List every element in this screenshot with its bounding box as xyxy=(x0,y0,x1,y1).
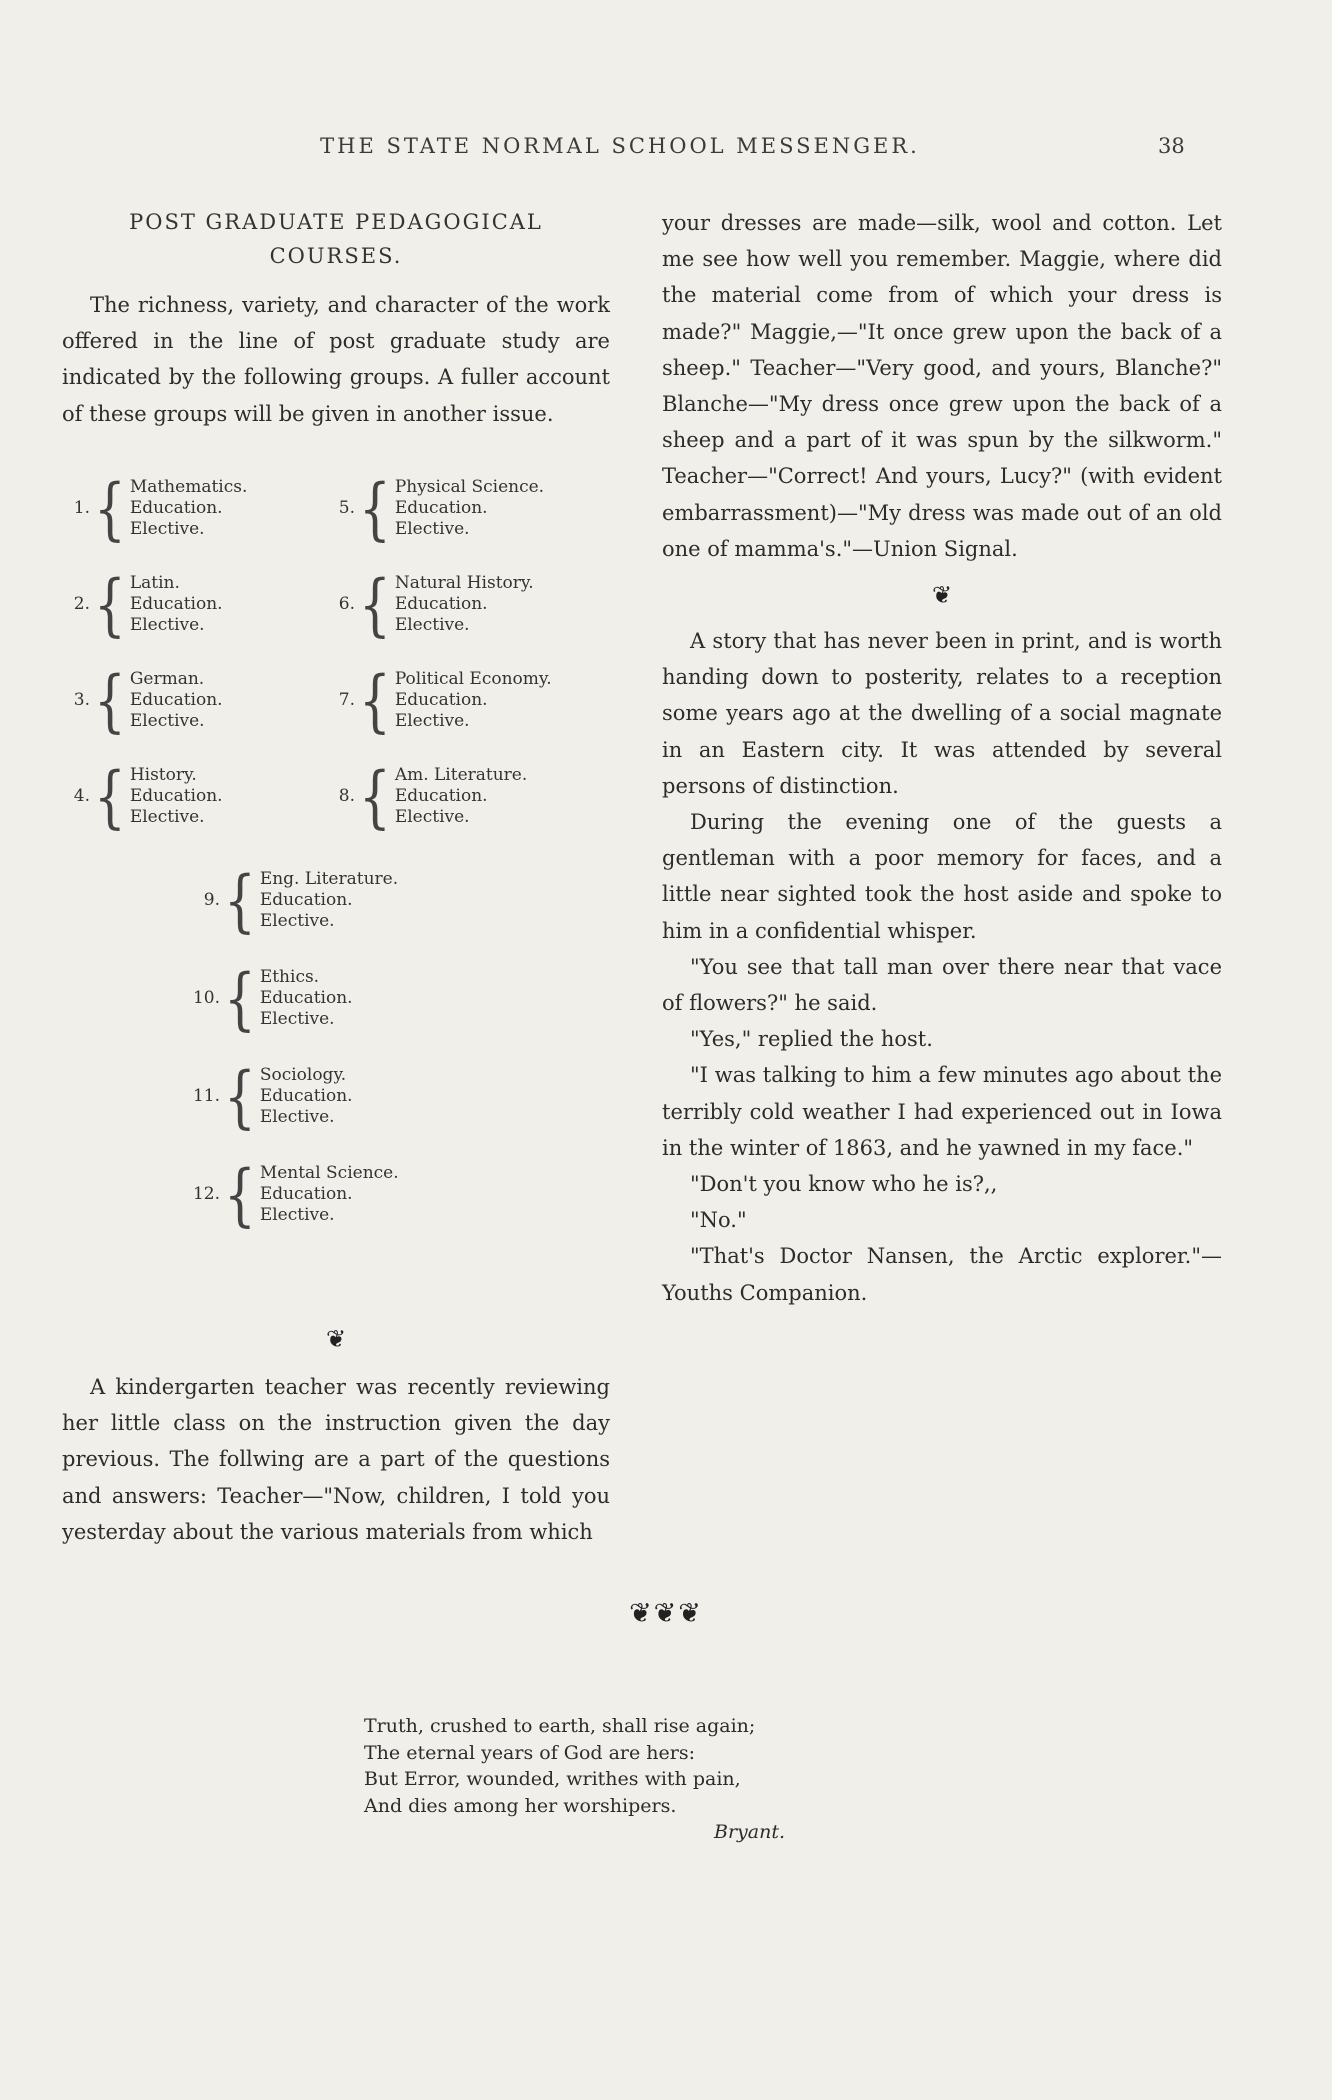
page-number: 38 xyxy=(1158,134,1185,158)
brace-icon: { xyxy=(224,861,256,940)
ornament-icon: ❦ xyxy=(325,1325,347,1353)
course-number: 8. xyxy=(338,786,355,806)
brace-icon: { xyxy=(359,565,391,644)
course-item: Education. xyxy=(394,594,488,614)
story-paragraph: "Don't you know who he is?,, xyxy=(690,1172,998,1197)
ornament-icon: ❦ xyxy=(931,581,953,610)
course-item: Education. xyxy=(129,498,223,518)
course-item: Eng. Literature. xyxy=(259,869,399,889)
poem-author: Bryant. xyxy=(714,1821,786,1843)
course-group-11 xyxy=(192,1057,353,1136)
course-item: Elective. xyxy=(129,615,205,635)
course-item: Elective. xyxy=(394,711,470,731)
poem-line: Truth, crushed to earth, shall rise again; xyxy=(364,1715,756,1737)
course-item: Physical Science. xyxy=(394,477,545,497)
course-group-9 xyxy=(192,861,399,940)
poem xyxy=(364,1713,924,1845)
story-paragraph: "That's Doctor Nansen, the Arctic explorer."—Youths Companion. xyxy=(662,1244,1222,1305)
course-item: Elective. xyxy=(259,1205,335,1225)
course-item: Ethics. xyxy=(259,967,320,987)
course-item: Education. xyxy=(129,594,223,614)
brace-icon: { xyxy=(359,469,391,548)
story-paragraph: During the evening one of the guests a gentleman with a poor memory for faces, and a little near sighted took the host aside and spoke to him in a confidential whisper. xyxy=(662,810,1222,943)
course-group-7 xyxy=(327,661,552,740)
brace-icon: { xyxy=(224,1057,256,1136)
course-item: Elective. xyxy=(394,807,470,827)
course-item: Political Economy. xyxy=(394,669,552,689)
brace-icon: { xyxy=(94,565,126,644)
poem-line: But Error, wounded, writhes with pain, xyxy=(364,1768,741,1790)
section-title-line-2: COURSES. xyxy=(269,244,403,268)
course-item: Mental Science. xyxy=(259,1163,399,1183)
course-number: 5. xyxy=(338,498,355,518)
course-group-10 xyxy=(192,959,353,1038)
brace-icon: { xyxy=(94,757,126,836)
kindergarten-story xyxy=(62,1317,610,1550)
intro-paragraph: The richness, variety, and character of the work offered in the line of post graduate study are indicated by the following groups. A fuller account of these groups will be given in another issue. xyxy=(62,293,610,426)
course-item: Education. xyxy=(394,690,488,710)
course-item: Latin. xyxy=(129,573,180,593)
course-item: Natural History. xyxy=(394,573,534,593)
course-number: 3. xyxy=(73,690,90,710)
brace-icon: { xyxy=(359,661,391,740)
course-number: 10. xyxy=(192,988,220,1008)
story-paragraph: "I was talking to him a few minutes ago about the terribly cold weather I had experienced out in Iowa in the winter of 1863, and he yawned in my face." xyxy=(662,1063,1222,1160)
brace-icon: { xyxy=(224,959,256,1038)
course-group-8 xyxy=(327,757,528,836)
left-column xyxy=(62,205,610,1544)
course-group-1 xyxy=(62,469,248,548)
course-group-12 xyxy=(192,1155,399,1234)
brace-icon: { xyxy=(94,661,126,740)
course-item: Elective. xyxy=(259,911,335,931)
course-item: Education. xyxy=(129,690,223,710)
course-item: Elective. xyxy=(394,615,470,635)
story-paragraph: "No." xyxy=(690,1208,747,1233)
course-item: Education. xyxy=(129,786,223,806)
course-number: 7. xyxy=(338,690,355,710)
course-number: 1. xyxy=(73,498,90,518)
course-number: 6. xyxy=(338,594,355,614)
brace-icon: { xyxy=(94,469,126,548)
course-item: Education. xyxy=(259,988,353,1008)
story-paragraph: "Yes," replied the host. xyxy=(690,1027,933,1052)
course-item: Elective. xyxy=(394,519,470,539)
brace-icon: { xyxy=(224,1155,256,1234)
course-group-4 xyxy=(62,757,223,836)
course-item: Education. xyxy=(259,1184,353,1204)
course-item: Elective. xyxy=(259,1009,335,1029)
course-item: History. xyxy=(129,765,197,785)
course-item: Education. xyxy=(259,1086,353,1106)
course-number: 4. xyxy=(73,786,90,806)
course-item: German. xyxy=(129,669,205,689)
course-number: 2. xyxy=(73,594,90,614)
course-group-2 xyxy=(62,565,223,644)
course-number: 9. xyxy=(203,890,220,910)
course-item: Elective. xyxy=(129,711,205,731)
course-group-3 xyxy=(62,661,223,740)
course-group-5 xyxy=(327,469,545,548)
section-title-line-1: POST GRADUATE PEDAGOGICAL xyxy=(129,210,543,234)
course-item: Education. xyxy=(259,890,353,910)
running-head: THE STATE NORMAL SCHOOL MESSENGER. xyxy=(320,134,920,158)
course-item: Education. xyxy=(394,786,488,806)
brace-icon: { xyxy=(359,757,391,836)
course-item: Elective. xyxy=(129,807,205,827)
course-item: Am. Literature. xyxy=(394,765,528,785)
course-list xyxy=(62,469,610,1267)
ornament-row-icon: ❦❦❦ xyxy=(629,1598,703,1629)
course-item: Elective. xyxy=(129,519,205,539)
course-item: Sociology. xyxy=(259,1065,347,1085)
course-group-6 xyxy=(327,565,534,644)
section-title xyxy=(62,205,610,273)
right-column xyxy=(662,205,1222,1311)
kindergarten-continued-paragraph: your dresses are made—silk, wool and cotton. Let me see how well you remember. Maggie, where did the material come from of which your dress is made?" Maggie,—"It once grew upon the back of a sheep." Teacher—"Very good, and yours, Blanche?" Blanche—"My dress once grew upon the back of a sheep and a part of it was spun by the silkworm." Teacher—"Correct! And yours, Lucy?" (with evident embarrassment)—"My dress was made out of an old one of mamma's."—Union Signal. xyxy=(662,211,1222,561)
course-number: 12. xyxy=(192,1184,220,1204)
poem-line: And dies among her worshipers. xyxy=(364,1794,677,1817)
kindergarten-paragraph: A kindergarten teacher was recently reviewing her little class on the instruction given the day previous. The follwing are a part of the questions and answers: Teacher—"Now, children, I told you yesterday about the various materials from which xyxy=(62,1375,610,1544)
course-item: Education. xyxy=(394,498,488,518)
story-paragraph: A story that has never been in print, and is worth handing down to posterity, relates to a reception some years ago at the dwelling of a social magnate in an Eastern city. It was attended by several persons of distinction. xyxy=(662,629,1222,798)
course-number: 11. xyxy=(192,1086,220,1106)
story-paragraph: "You see that tall man over there near that vace of flowers?" he said. xyxy=(662,954,1222,1016)
course-item: Elective. xyxy=(259,1107,335,1127)
poem-line: The eternal years of God are hers: xyxy=(364,1741,695,1764)
course-item: Mathematics. xyxy=(129,477,248,497)
